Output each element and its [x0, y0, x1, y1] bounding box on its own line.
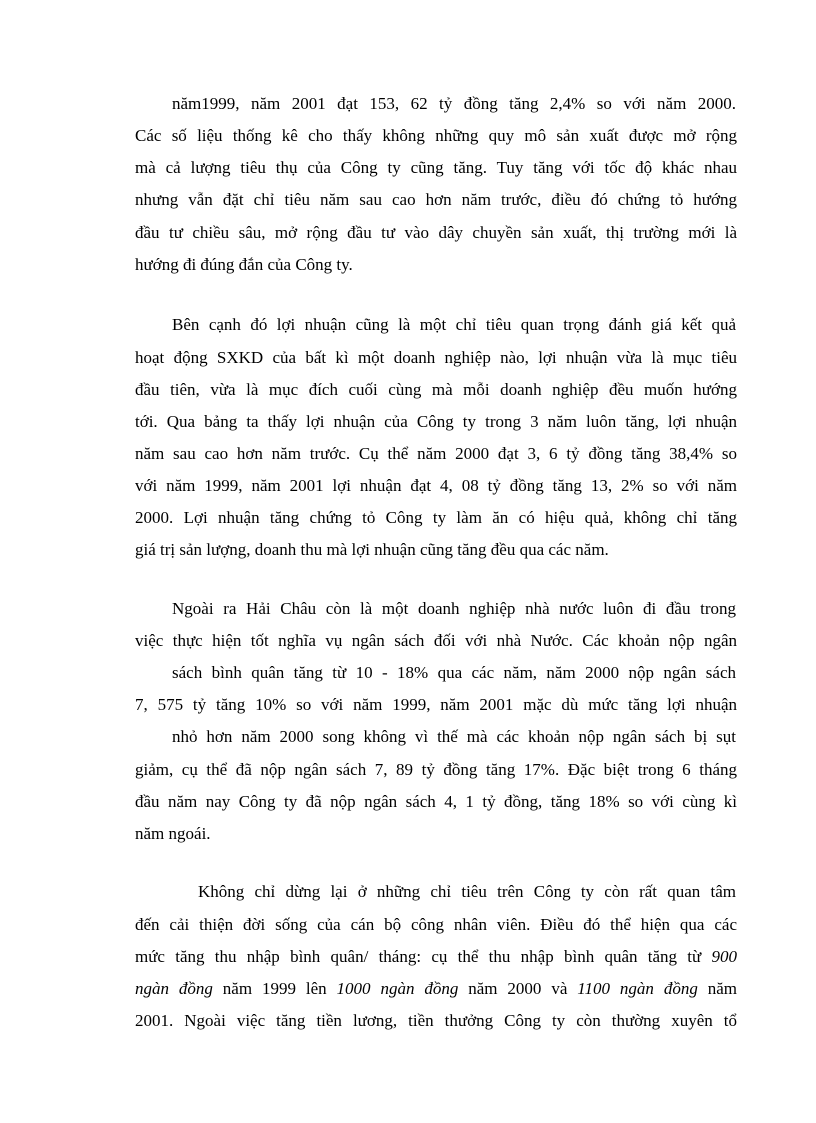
text-line: việc thực hiện tốt nghĩa vụ ngân sách đối với nhà Nước. Các khoản nộp ngân	[135, 631, 737, 650]
text-line: hoạt động SXKD của bất kì một doanh nghiệp nào, lợi nhuận vừa là mục tiêu	[135, 348, 737, 367]
italic-phrase: 900	[711, 947, 737, 966]
text-line: nhưng vẫn đặt chỉ tiêu năm sau cao hơn năm trước, điều đó chứng tỏ hướng	[135, 190, 737, 209]
text-line-with-italics: ngàn đồng năm 1999 lên 1000 ngàn đồng năm 2000 và 1100 ngàn đồng năm	[135, 979, 737, 998]
italic-phrase: 1000 ngàn đồng	[336, 979, 459, 998]
italic-phrase: 1100 ngàn đồng	[577, 979, 698, 998]
text-line: mà cả lượng tiêu thụ của Công ty cũng tăng. Tuy tăng với tốc độ khác nhau	[135, 158, 737, 177]
text-line: năm ngoái.	[135, 824, 211, 843]
text-line: 2000. Lợi nhuận tăng chứng tỏ Công ty làm ăn có hiệu quả, không chỉ tăng	[135, 508, 737, 527]
text-line-with-italics: mức tăng thu nhập bình quân/ tháng: cụ thể thu nhập bình quân tăng từ 900	[135, 947, 737, 966]
text-line: hướng đi đúng đắn của Công ty.	[135, 255, 353, 274]
text-line: tới. Qua bảng ta thấy lợi nhuận của Công ty trong 3 năm luôn tăng, lợi nhuận	[135, 412, 737, 431]
text-line: năm sau cao hơn năm trước. Cụ thể năm 2000 đạt 3, 6 tỷ đồng tăng 38,4% so	[135, 444, 737, 463]
text-line: Các số liệu thống kê cho thấy không những quy mô sản xuất được mở rộng	[135, 126, 737, 145]
text-line: 7, 575 tỷ tăng 10% so với năm 1999, năm 2001 mặc dù mức tăng lợi nhuận	[135, 695, 737, 714]
text-line: đầu tiên, vừa là mục đích cuối cùng mà mỗi doanh nghiệp đều muốn hướng	[135, 380, 737, 399]
text-line: 2001. Ngoài việc tăng tiền lương, tiền thưởng Công ty còn thường xuyên tổ	[135, 1011, 737, 1030]
text-line: sách bình quân tăng từ 10 - 18% qua các năm, năm 2000 nộp ngân sách	[172, 663, 736, 682]
text-line: giá trị sản lượng, doanh thu mà lợi nhuận cũng tăng đều qua các năm.	[135, 540, 609, 559]
text-line: đầu tư chiều sâu, mở rộng đầu tư vào dây chuyền sản xuất, thị trường mới là	[135, 223, 737, 242]
text-line: Không chỉ dừng lại ở những chỉ tiêu trên Công ty còn rất quan tâm	[198, 882, 736, 901]
text-line: năm1999, năm 2001 đạt 153, 62 tỷ đồng tăng 2,4% so với năm 2000.	[172, 94, 736, 113]
text-line: Ngoài ra Hải Châu còn là một doanh nghiệp nhà nước luôn đi đầu trong	[172, 599, 736, 618]
italic-phrase: ngàn đồng	[135, 979, 213, 998]
text-line: Bên cạnh đó lợi nhuận cũng là một chỉ tiêu quan trọng đánh giá kết quả	[172, 315, 736, 334]
text-line: nhỏ hơn năm 2000 song không vì thế mà các khoản nộp ngân sách bị sụt	[172, 727, 736, 746]
text-line: với năm 1999, năm 2001 lợi nhuận đạt 4, 08 tỷ đồng tăng 13, 2% so với năm	[135, 476, 737, 495]
text-line: đến cải thiện đời sống của cán bộ công nhân viên. Điều đó thể hiện qua các	[135, 915, 737, 934]
text-line: đầu năm nay Công ty đã nộp ngân sách 4, 1 tỷ đồng, tăng 18% so với cùng kì	[135, 792, 737, 811]
text-line: giảm, cụ thể đã nộp ngân sách 7, 89 tỷ đồng tăng 17%. Đặc biệt trong 6 tháng	[135, 760, 737, 779]
